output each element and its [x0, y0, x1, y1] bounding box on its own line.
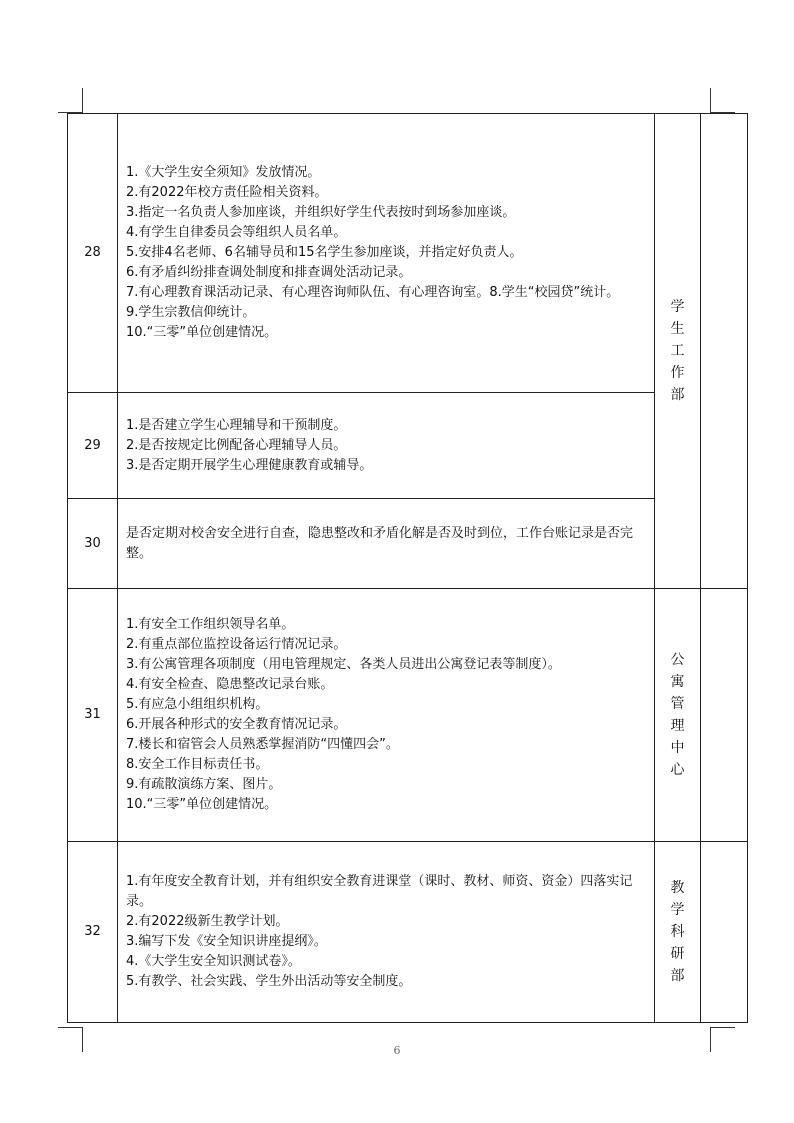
table-row — [68, 114, 748, 393]
list-item: 2.有重点部位监控设备运行情况记录。 — [126, 637, 347, 652]
department-char: 寓 — [670, 674, 685, 690]
row-content — [118, 589, 655, 842]
department-char: 理 — [670, 718, 685, 734]
list-item: 5.有教学、社会实践、学生外出活动等安全制度。 — [126, 974, 412, 989]
row-content — [118, 393, 655, 499]
blank-cell — [701, 589, 748, 842]
crop-mark-top-left-v — [82, 88, 83, 113]
row-number: 32 — [68, 842, 118, 1023]
safety-checklist-table — [67, 113, 748, 1023]
department-char: 作 — [670, 365, 685, 381]
list-item: 2.有2022年校方责任险相关资料。 — [126, 185, 328, 200]
row-number: 31 — [68, 589, 118, 842]
crop-mark-top-right-v — [710, 88, 711, 113]
crop-mark-bottom-left-h — [58, 1027, 83, 1028]
row-content — [118, 114, 655, 393]
list-item: 2.有2022级新生教学计划。 — [126, 914, 289, 929]
list-item: 9.学生宗教信仰统计。 — [126, 305, 256, 320]
list-item: 5.有应急小组组织机构。 — [126, 697, 269, 712]
department-char: 生 — [670, 321, 685, 337]
list-item: 1.有年度安全教育计划，并有组织安全教育进课堂（课时、教材、师资、资金）四落实记录。 — [126, 874, 633, 909]
table-row — [68, 393, 748, 499]
blank-cell — [701, 114, 748, 589]
list-item: 1.是否建立学生心理辅导和干预制度。 — [126, 417, 347, 433]
list-item: 4.《大学生安全知识测试卷》。 — [126, 954, 301, 969]
department-char: 管 — [670, 696, 685, 712]
list-item: 6.有矛盾纠纷排查调处制度和排查调处活动记录。 — [126, 265, 412, 280]
list-item: 7.楼长和宿管会人员熟悉掌握消防“四懂四会”。 — [126, 737, 399, 752]
blank-cell — [701, 842, 748, 1023]
page-number: 6 — [393, 1044, 401, 1057]
list-item: 4.有安全检查、隐患整改记录台账。 — [126, 677, 334, 692]
list-item: 3.是否定期开展学生心理健康教育或辅导。 — [126, 457, 373, 473]
list-item: 9.有疏散演练方案、图片。 — [126, 777, 282, 792]
list-item: 5.安排4名老师、6名辅导员和15名学生参加座谈，并指定好负责人。 — [126, 245, 523, 260]
department-char: 研 — [670, 946, 685, 962]
department-char: 学 — [670, 299, 685, 315]
department-char: 学 — [670, 902, 685, 918]
list-item: 6.开展各种形式的安全教育情况记录。 — [126, 717, 347, 732]
department-char: 部 — [670, 387, 685, 403]
department-char: 心 — [670, 762, 685, 778]
department-apartment-center — [655, 589, 701, 842]
list-item: 7.有心理教育课活动记录、有心理咨询师队伍、有心理咨询室。8.学生“校园贷”统计。 — [126, 285, 620, 300]
department-char: 教 — [670, 880, 685, 896]
list-item: 是否定期对校舍安全进行自查，隐患整改和矛盾化解是否及时到位，工作台账记录是否完整。 — [126, 525, 634, 561]
table-row — [68, 842, 748, 1023]
crop-mark-bottom-right-h — [710, 1027, 735, 1028]
list-item: 10.“三零”单位创建情况。 — [126, 325, 278, 340]
table-row — [68, 589, 748, 842]
table-row — [68, 499, 748, 589]
row-content — [118, 499, 655, 589]
department-student-affairs — [655, 114, 701, 589]
row-number: 28 — [68, 114, 118, 393]
list-item: 1.有安全工作组织领导名单。 — [126, 617, 295, 632]
list-item: 3.有公寓管理各项制度（用电管理规定、各类人员进出公寓登记表等制度）。 — [126, 657, 561, 672]
department-teaching-research — [655, 842, 701, 1023]
row-number: 29 — [68, 393, 118, 499]
list-item: 4.有学生自律委员会等组织人员名单。 — [126, 225, 347, 240]
department-char: 部 — [670, 968, 685, 984]
department-char: 科 — [670, 924, 685, 940]
list-item: 3.指定一名负责人参加座谈，并组织好学生代表按时到场参加座谈。 — [126, 205, 516, 220]
row-number: 30 — [68, 499, 118, 589]
department-char: 公 — [670, 652, 685, 668]
row-content — [118, 842, 655, 1023]
department-char: 中 — [670, 740, 685, 756]
list-item: 1.《大学生安全须知》发放情况。 — [126, 165, 321, 180]
list-item: 2.是否按规定比例配备心理辅导人员。 — [126, 437, 347, 453]
list-item: 3.编写下发《安全知识讲座提纲》。 — [126, 934, 327, 949]
list-item: 8.安全工作目标责任书。 — [126, 757, 269, 772]
list-item: 10.“三零”单位创建情况。 — [126, 797, 278, 812]
department-char: 工 — [670, 343, 685, 359]
